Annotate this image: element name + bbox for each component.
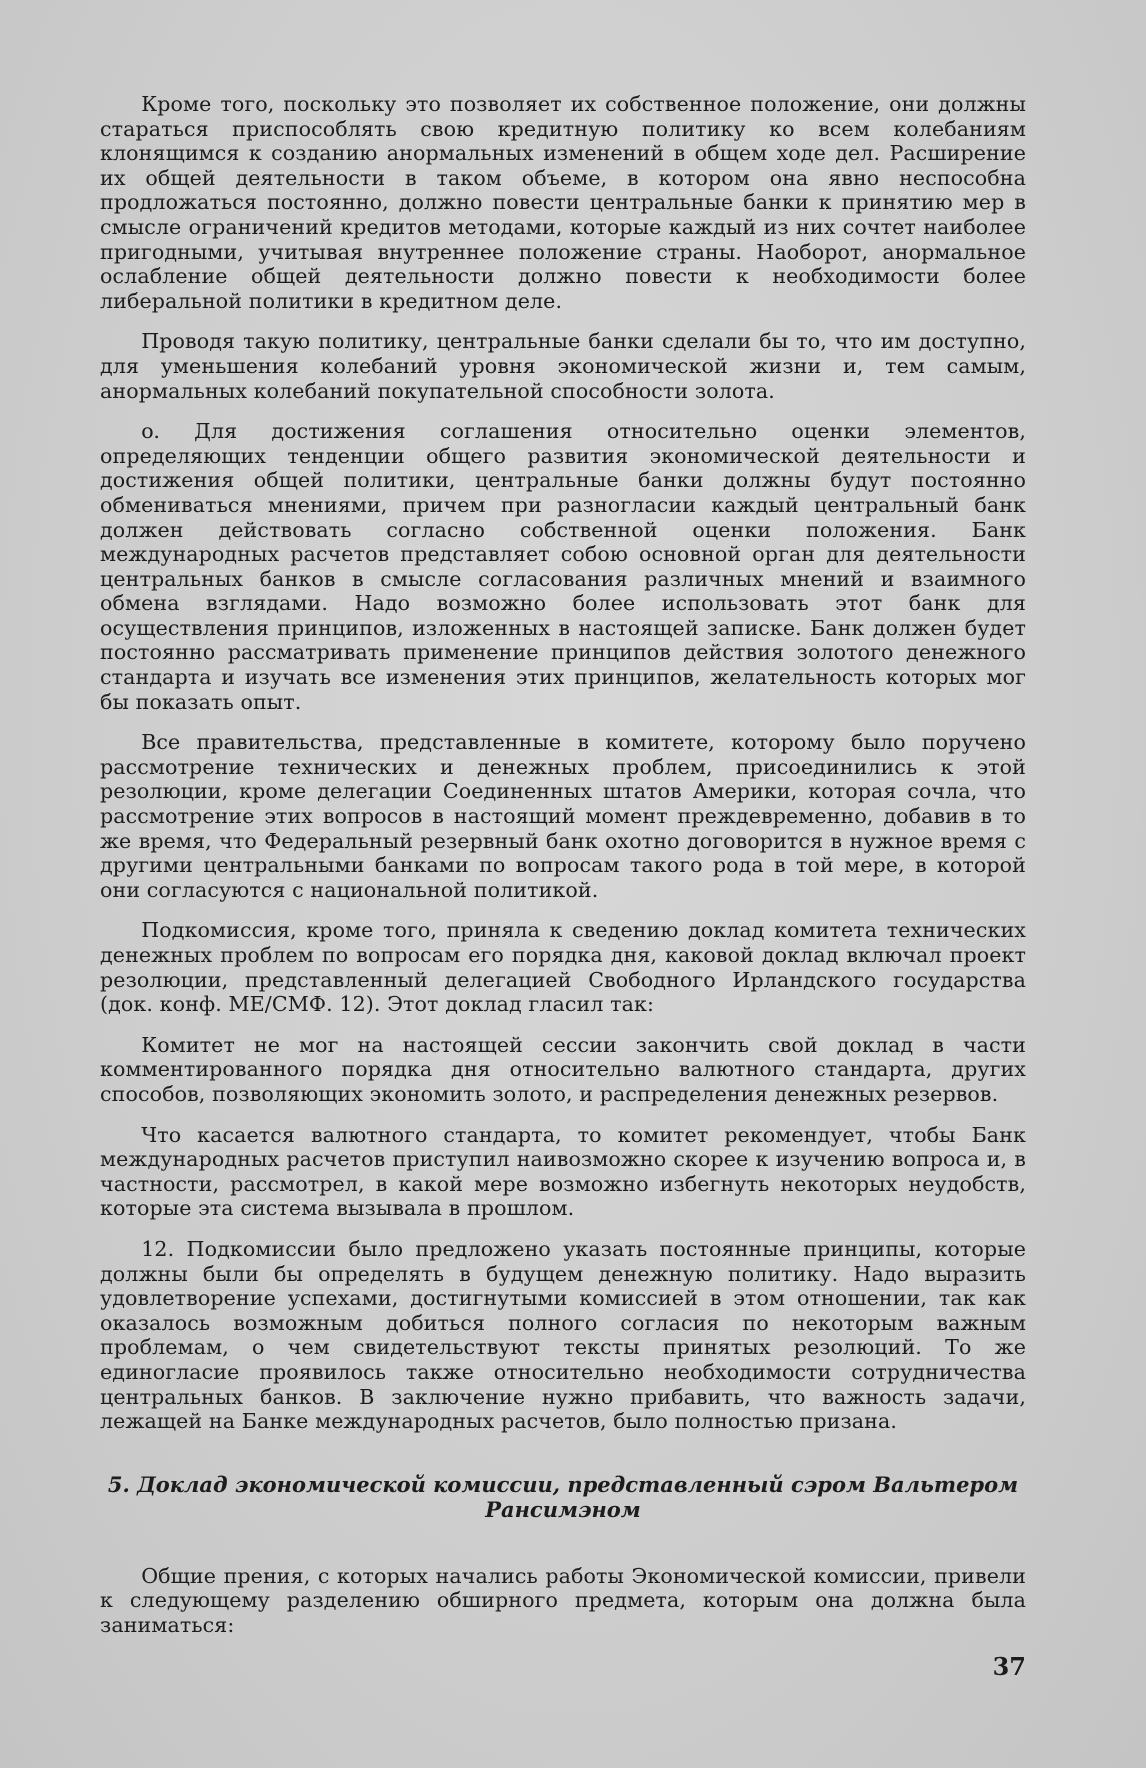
paragraph-3: o. Для достижения соглашения относительно оценки элементов, определяющих тенденции общего развития экономической деятельности и достижения общей политики, центральные банки должны будут постоянно обмениваться мнениями, причем при разногласии каждый центральный банк должен действовать согласно собственной оценки положения. Банк международных расчетов представляет собою основной орган для деятельности центральных банков в смысле согласования различных мнений и взаимного обмена взглядами. Надо возможно более использовать этот банк для осуществления принципов, изложенных в настоящей записке. Банк должен будет постоянно рассматривать применение принципов действия золотого денежного стандарта и изучать все изменения этих принципов, желательность которых мог бы показать опыт. [100,419,1026,714]
paragraph-5: Подкомиссия, кроме того, приняла к сведению доклад комитета технических денежных проблем по вопросам его порядка дня, каковой доклад включал проект резолюции, представленный делегацией Свободного Ирландского государства (док. конф. МЕ/СМФ. 12). Этот доклад гласил так: [100,918,1026,1017]
page-number: 37 [992,1652,1026,1681]
paragraph-1: Кроме того, поскольку это позволяет их собственное положение, они должны стараться приспособлять свою кредитную политику ко всем колебаниям клонящимся к созданию анормальных изменений в общем ходе дел. Расширение их общей деятельности в таком объеме, в котором она явно неспособна продложаться постоянно, должно повести центральные банки к принятию мер в смысле ограничений кредитов методами, которые каждый из них сочтет наиболее пригодными, учитывая внутреннее положение страны. Наоборот, анормальное ослабление общей деятельности должно повести к необходимости более либеральной политики в кредитном деле. [100,92,1026,313]
paragraph-6: Комитет не мог на настоящей сессии закончить свой доклад в части комментированного порядка дня относительно валютного стандарта, других способов, позволяющих экономить золото, и распределения денежных резервов. [100,1032,1026,1106]
section-heading: 5. Доклад экономической комиссии, представленный сэром Вальтером Рансимэном [107,1471,1019,1522]
body-text [100,92,1026,1637]
paragraph-2: Проводя такую политику, центральные банки сделали бы то, что им доступно, для уменьшения колебаний уровня экономической жизни и, тем самым, анормальных колебаний покупательной способности золота. [100,329,1026,403]
paragraph-final: Общие прения, с которых начались работы Экономической комиссии, привели к следующему разделению обширного предмета, которым она должна была заниматься: [100,1563,1026,1637]
paragraph-8: 12. Подкомиссии было предложено указать постоянные принципы, которые должны были бы определять в будущем денежную политику. Надо выразить удовлетворение успехами, достигнутыми комиссией в этом отношении, так как оказалось возможным добиться полного согласия по некоторым важным проблемам, о чем свидетельствуют тексты принятых резолюций. То же единогласие проявилось также относительно необходимости сотрудничества центральных банков. В заключение нужно прибавить, что важность задачи, лежащей на Банке международных расчетов, было полностью призана. [100,1236,1026,1434]
paragraph-4: Все правительства, представленные в комитете, которому было поручено рассмотрение технических и денежных проблем, присоединились к этой резолюции, кроме делегации Соединенных штатов Америки, которая сочла, что рассмотрение этих вопросов в настоящий момент преждевременно, добавив в то же время, что Федеральный резервный банк охотно договорится в нужное время с другими центральными банками по вопросам такого рода в той мере, в которой они согласуются с национальной политикой. [100,730,1026,902]
paragraph-7: Что касается валютного стандарта, то комитет рекомендует, чтобы Банк международных расчетов приступил наивозможно скорее к изучению вопроса и, в частности, рассмотрел, в какой мере возможно избегнуть некоторых неудобств, которые эта система вызывала в прошлом. [100,1122,1026,1221]
